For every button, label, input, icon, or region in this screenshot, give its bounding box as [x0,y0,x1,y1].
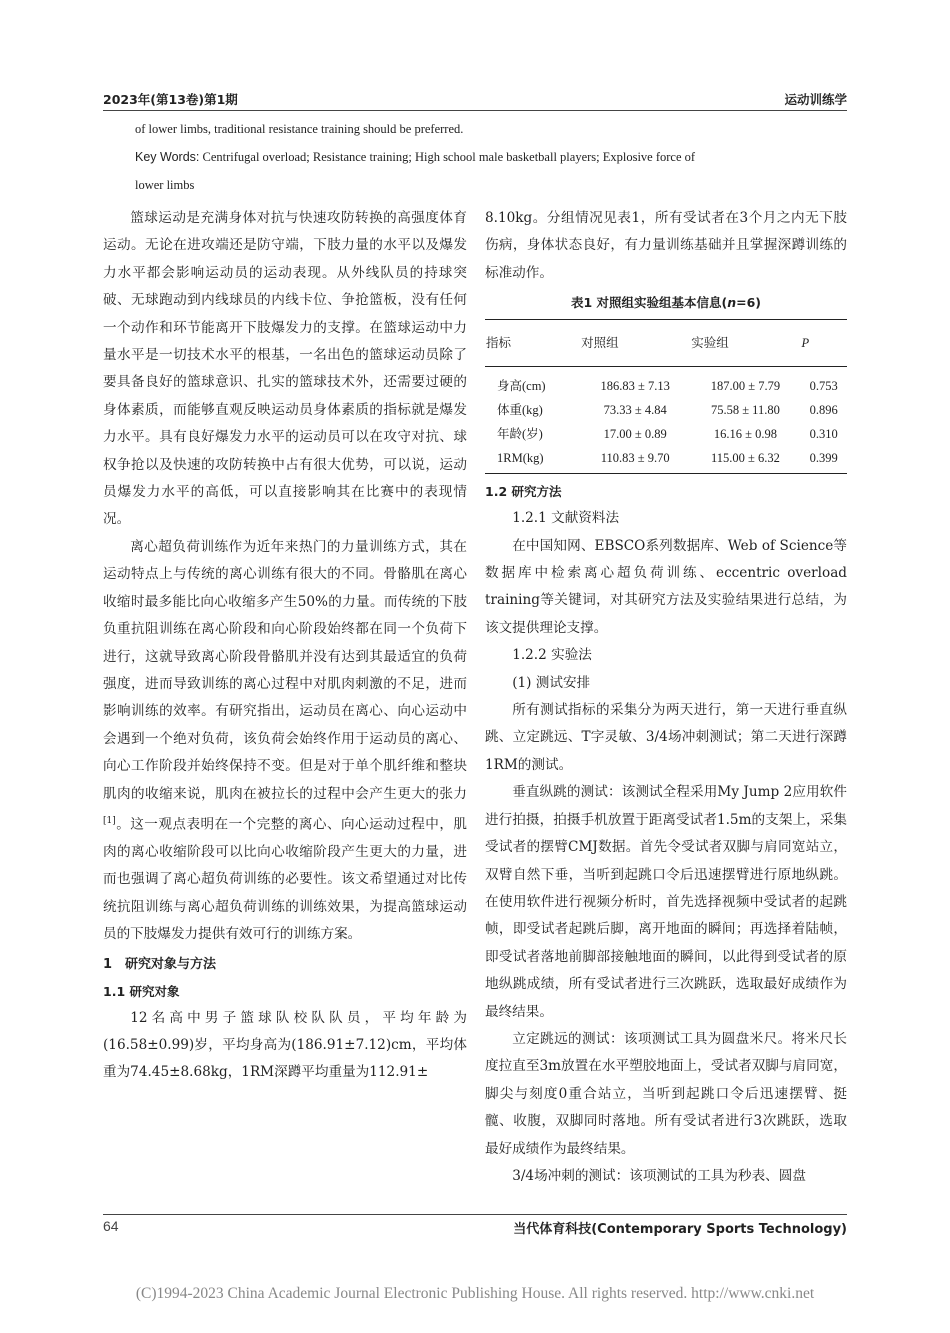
subjects-paragraph: 12名高中男子篮球队校队队员，平均年龄为(16.58±0.99)岁，平均身高为(186.91±7.12)cm，平均体重为74.45±8.68kg，1RM深蹲平均重量为112.91± [103,1009,467,1081]
intro-paragraph-2b: 。这一观点表明在一个完整的离心、向心运动过程中，肌肉的离心收缩阶段可以比向心收缩阶段产生更大的力量，进而也强调了离心超负荷训练的必要性。该文希望通过对比传统抗阻训练与离心超负荷训练的训练效果，为提高篮球运动员的下肢爆发力提供有效可行的训练方案。 [103,816,467,943]
table-row [485,367,847,399]
section-heading-1: 1 研究对象与方法 [103,956,217,972]
cell-indicator: 1RM(kg) [485,446,580,474]
cell-indicator: 身高(cm) [497,379,546,394]
cell-p: 0.399 [800,446,847,474]
intro-paragraph-2a: 离心超负荷训练作为近年来热门的力量训练方式，其在运动特点上与传统的离心训练有很大的不同。骨骼肌在离心收缩时最多能比向心收缩多产生50%的力量。而传统的下肢负重抗阻训练在离心阶段和向心阶段始终都在同一个负荷下进行，这就导致离心阶段骨骼肌并没有达到其最适宜的负荷强度，进而导致训练的离心过程中对肌肉刺激的不足，进而影响训练的效率。有研究指出，运动员在离心、向心运动中会遇到一个绝对负荷，该负荷会始终作用于运动员的离心、向心工作阶段并始终保持不变。但是对于单个肌纤维和整块肌肉的收缩来说，肌肉在被拉长的过程中会产生更大的张力 [103,538,467,802]
table-caption-text: 表1 对照组实验组基本信息( [570,295,728,311]
th-p: P [800,320,847,367]
section-label: 运动训练学 [784,92,847,107]
sprint-paragraph: 3/4场冲刺的测试：该项测试的工具为秒表、圆盘 [512,1167,806,1184]
abstract-last-line: of lower limbs, traditional resistance training should be preferred. [135,122,464,136]
cell-p: 0.896 [809,403,838,418]
cell-control: 17.00 ± 0.89 [603,427,667,442]
th-indicator: 指标 [485,320,580,367]
standing-jump-paragraph: 立定跳远的测试：该项测试工具为圆盘米尺。将米尺长度拉直至3m放置在水平塑胶地面上，受试者双脚与肩同宽，脚尖与刻度0重合站立，当听到起跳口令后迅速摆臂、挺髋、收腹，双脚同时落地。所有受试者进行3次跳跃，选取最好成绩作为最终结果。 [485,1030,847,1157]
cell-p: 0.310 [809,427,838,442]
table-caption-end: =6) [736,295,762,311]
page-number: 64 [103,1218,119,1234]
intro-paragraph-1: 篮球运动是充满身体对抗与快速攻防转换的高强度体育运动。无论在进攻端还是防守端，下肢力量的水平以及爆发力水平都会影响运动员的运动表现。从外线队员的持球突破、无球跑动到内线球员的内线卡位、争抢篮板，没有任何一个动作和环节能离开下肢爆发力的支撑。在篮球运动中力量水平是一切技术水平的根基，一名出色的篮球运动员除了要具备良好的篮球意识、扎实的篮球技术外，还需要过硬的身体素质，而能够直观反映运动员身体素质的指标就是爆发力水平。具有良好爆发力水平的运动员可以在攻守对抗、球权争抢以及快速的攻防转换中占有很大优势，可以说，运动员爆发力水平的高低，可以直接影响其在比赛中的表现情况。 [103,210,467,528]
section-heading-1-1: 1.1 研究对象 [103,983,180,999]
table-caption-n: n [727,295,737,311]
cell-indicator: 年龄(岁) [497,427,543,442]
cell-control: 73.33 ± 4.84 [603,403,667,418]
subsection-1-2-1: 1.2.1 文献资料法 [512,510,620,527]
test-arrangement-heading: (1) 测试安排 [512,674,591,691]
journal-name: 当代体育科技(Contemporary Sports Technology) [513,1222,847,1237]
issue-label: 2023年(第13卷)第1期 [103,92,238,107]
page-footer [103,1214,847,1237]
cell-control: 186.83 ± 7.13 [600,379,670,394]
table-row [485,398,847,422]
vertical-jump-paragraph: 垂直纵跳的测试：该测试全程采用My Jump 2应用软件进行拍摄，拍摄手机放置于距离受试者1.5m的支架上，采集受试者的摆臂CMJ数据。首先令受试者双脚与肩同宽站立，双臂自然下垂，当听到起跳口令后迅速摆臂进行原地纵跳。在使用软件进行视频分析时，首先选择视频中受试者的起跳帧，即受试者起跳后脚，离开地面的瞬间；再选择着陆帧，即受试者落地前脚部接触地面的瞬间，以此得到受试者的原地纵跳成绩，所有受试者进行三次跳跃，选取最好成绩作为最终结果。 [485,784,847,1020]
section-heading-1-2: 1.2 研究方法 [485,484,562,500]
keywords-line [135,143,835,171]
cell-experimental: 75.58 ± 11.80 [710,403,780,418]
cell-control: 110.83 ± 9.70 [580,446,690,474]
subjects-paragraph-cont: 8.10kg。分组情况见表1，所有受试者在3个月之内无下肢伤病，身体状态良好，有力量训练基础并且掌握深蹲训练的标准动作。 [485,210,847,281]
table-row [485,422,847,446]
arrangement-paragraph: 所有测试指标的采集分为两天进行，第一天进行垂直纵跳、立定跳远、T字灵敏、3/4场冲刺测试；第二天进行深蹲1RM的测试。 [485,702,847,773]
baseline-table [485,319,847,474]
table-row [485,446,847,474]
running-header [103,88,847,111]
intro-paragraph-2 [103,534,467,949]
th-control: 对照组 [580,320,690,367]
right-column [485,205,847,1190]
keywords-continued: lower limbs [135,178,195,192]
copyright-notice: (C)1994-2023 China Academic Journal Electronic Publishing House. All rights reserved. http://www.cnki.net [135,1285,815,1302]
cell-experimental: 16.16 ± 0.98 [713,427,777,442]
th-experimental: 实验组 [690,320,800,367]
cell-indicator: 体重(kg) [497,403,543,418]
table-header-row [485,320,847,367]
keywords-text: Centrifugal overload; Resistance training; High school male basketball players; Explosive force of [199,150,696,164]
cell-experimental: 115.00 ± 6.32 [690,446,800,474]
keywords-label: Key Words: [135,150,200,164]
subsection-1-2-2: 1.2.2 实验法 [512,647,592,664]
left-column [103,205,467,1087]
literature-paragraph: 在中国知网、EBSCO系列数据库、Web of Science等数据库中检索离心超负荷训练、eccentric overload training等关键词，对其研究方法及实验结果进行总结，为该文提供理论支撑。 [485,537,847,636]
cell-p: 0.753 [809,379,838,394]
abstract-tail [135,115,835,199]
cell-experimental: 187.00 ± 7.79 [710,379,781,394]
table-caption [485,293,847,313]
citation-1[interactable]: [1] [103,815,116,826]
